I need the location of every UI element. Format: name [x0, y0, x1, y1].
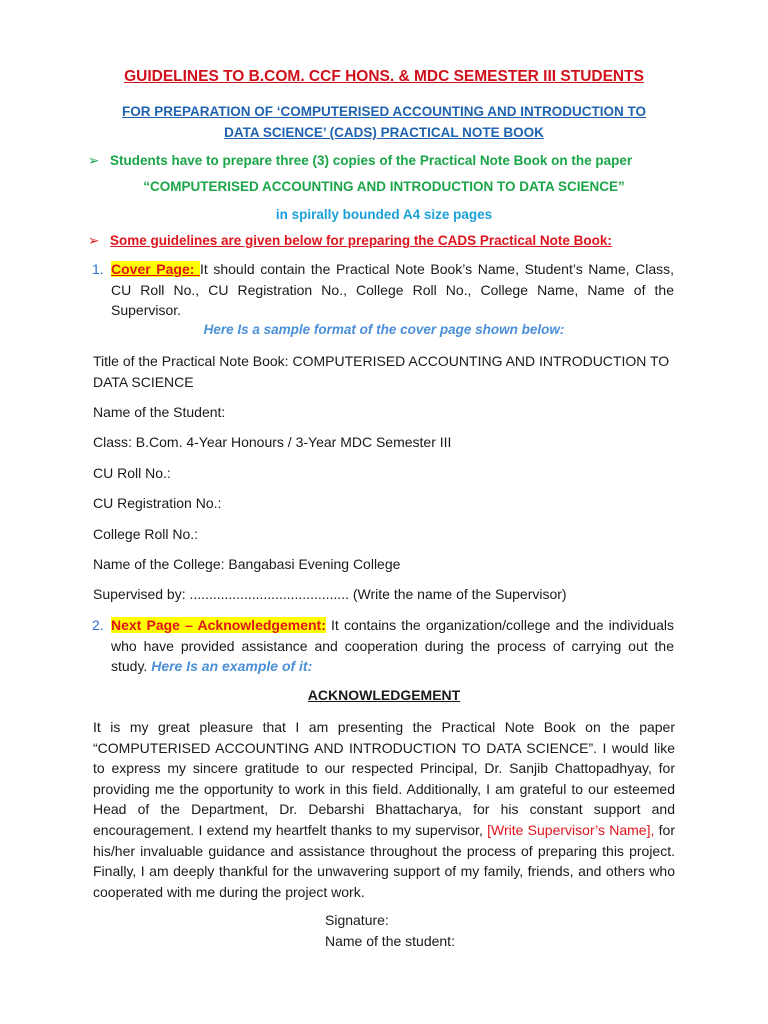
subtitle-line-2: DATA SCIENCE’ (CADS) PRACTICAL NOTE BOOK — [224, 125, 544, 140]
cover-supervised: Supervised by: ......................................... (Write the name of the Supervisor) — [93, 586, 567, 602]
intro-copies-text: Students have to prepare three (3) copies of the Practical Note Book on the paper — [110, 153, 633, 168]
guidelines-intro-text: Some guidelines are given below for preparing the CADS Practical Note Book: — [110, 233, 612, 248]
cover-page-description — [111, 259, 674, 321]
arrow-bullet-icon: ➢ — [88, 233, 100, 248]
cover-student-name: Name of the Student: — [93, 404, 226, 420]
cover-roll: CU Roll No.: — [93, 465, 171, 481]
list-item-cover-page — [92, 259, 674, 321]
page-size-line: in spirally bounded A4 size pages — [275, 207, 493, 222]
arrow-bullet-icon: ➢ — [88, 153, 100, 168]
cover-registration: CU Registration No.: — [93, 495, 222, 511]
acknowledgement-example-note: Here Is an example of it: — [151, 658, 313, 675]
cover-title-line: Title of the Practical Note Book: COMPUTERISED ACCOUNTING AND INTRODUCTION TO DATA SCIENCE — [93, 353, 670, 390]
paper-name-line: “COMPUTERISED ACCOUNTING AND INTRODUCTION TO DATA SCIENCE” — [143, 179, 625, 194]
ack-paragraph-end: for his/her invaluable guidance and assistance throughout the process of preparing this project. Finally, I am deeply thankful for the unwavering support of my family, friends, and others who cooperated with me during the project work. — [93, 821, 676, 900]
cover-page-text: It should contain the Practical Note Book’s Name, Student’s Name, Class, CU Roll No., CU Registration No., College Roll No., College Name, Name of the Supervisor. — [111, 261, 674, 319]
student-name-label: Name of the student: — [325, 933, 455, 949]
supervisor-placeholder: [Write Supervisor’s Name], — [487, 821, 655, 838]
cover-college-roll: College Roll No.: — [93, 526, 199, 542]
cover-college-name: Name of the College: Bangabasi Evening College — [93, 556, 401, 572]
list-number: 2. — [92, 617, 104, 633]
subtitle-line-1: FOR PREPARATION OF ‘COMPUTERISED ACCOUNTING AND INTRODUCTION TO — [122, 104, 646, 119]
document-title: GUIDELINES TO B.COM. CCF HONS. & MDC SEMESTER III STUDENTS — [124, 68, 644, 85]
acknowledgement-label: Next Page – Acknowledgement: — [111, 617, 326, 633]
list-number: 1. — [92, 261, 104, 277]
acknowledgement-text: It contains the organization/college and the individuals who have provided assistance and cooperation during the process of carrying out the study. — [111, 617, 675, 675]
ack-paragraph-start: It is my great pleasure that I am presenting the Practical Note Book on the paper “COMPUTERISED ACCOUNTING AND INTRODUCTION TO DATA SCIENCE”. I would like to express my sincere gratitude to our respected Principal, Dr. Sanjib Chattopadhyay, for providing me the opportunity to work in this field. Additionally, I am grateful to our esteemed Head of the Department, Dr. Debarshi Bhattacharya, for his constant support and encouragement. I extend my heartfelt thanks to my supervisor, — [93, 719, 675, 838]
intro-copies-line — [88, 153, 632, 169]
cover-class: Class: B.Com. 4-Year Honours / 3-Year MDC Semester III — [93, 434, 452, 450]
signature-label: Signature: — [325, 912, 389, 928]
acknowledgement-heading: ACKNOWLEDGEMENT — [307, 687, 461, 703]
guidelines-intro-line — [88, 233, 612, 249]
document-subtitle — [100, 101, 668, 143]
acknowledgement-paragraph — [93, 717, 675, 902]
cover-sample-note: Here Is a sample format of the cover page shown below: — [203, 322, 565, 337]
acknowledgement-description — [111, 615, 674, 677]
list-item-acknowledgement — [92, 615, 674, 677]
cover-page-label: Cover Page: — [111, 261, 200, 277]
